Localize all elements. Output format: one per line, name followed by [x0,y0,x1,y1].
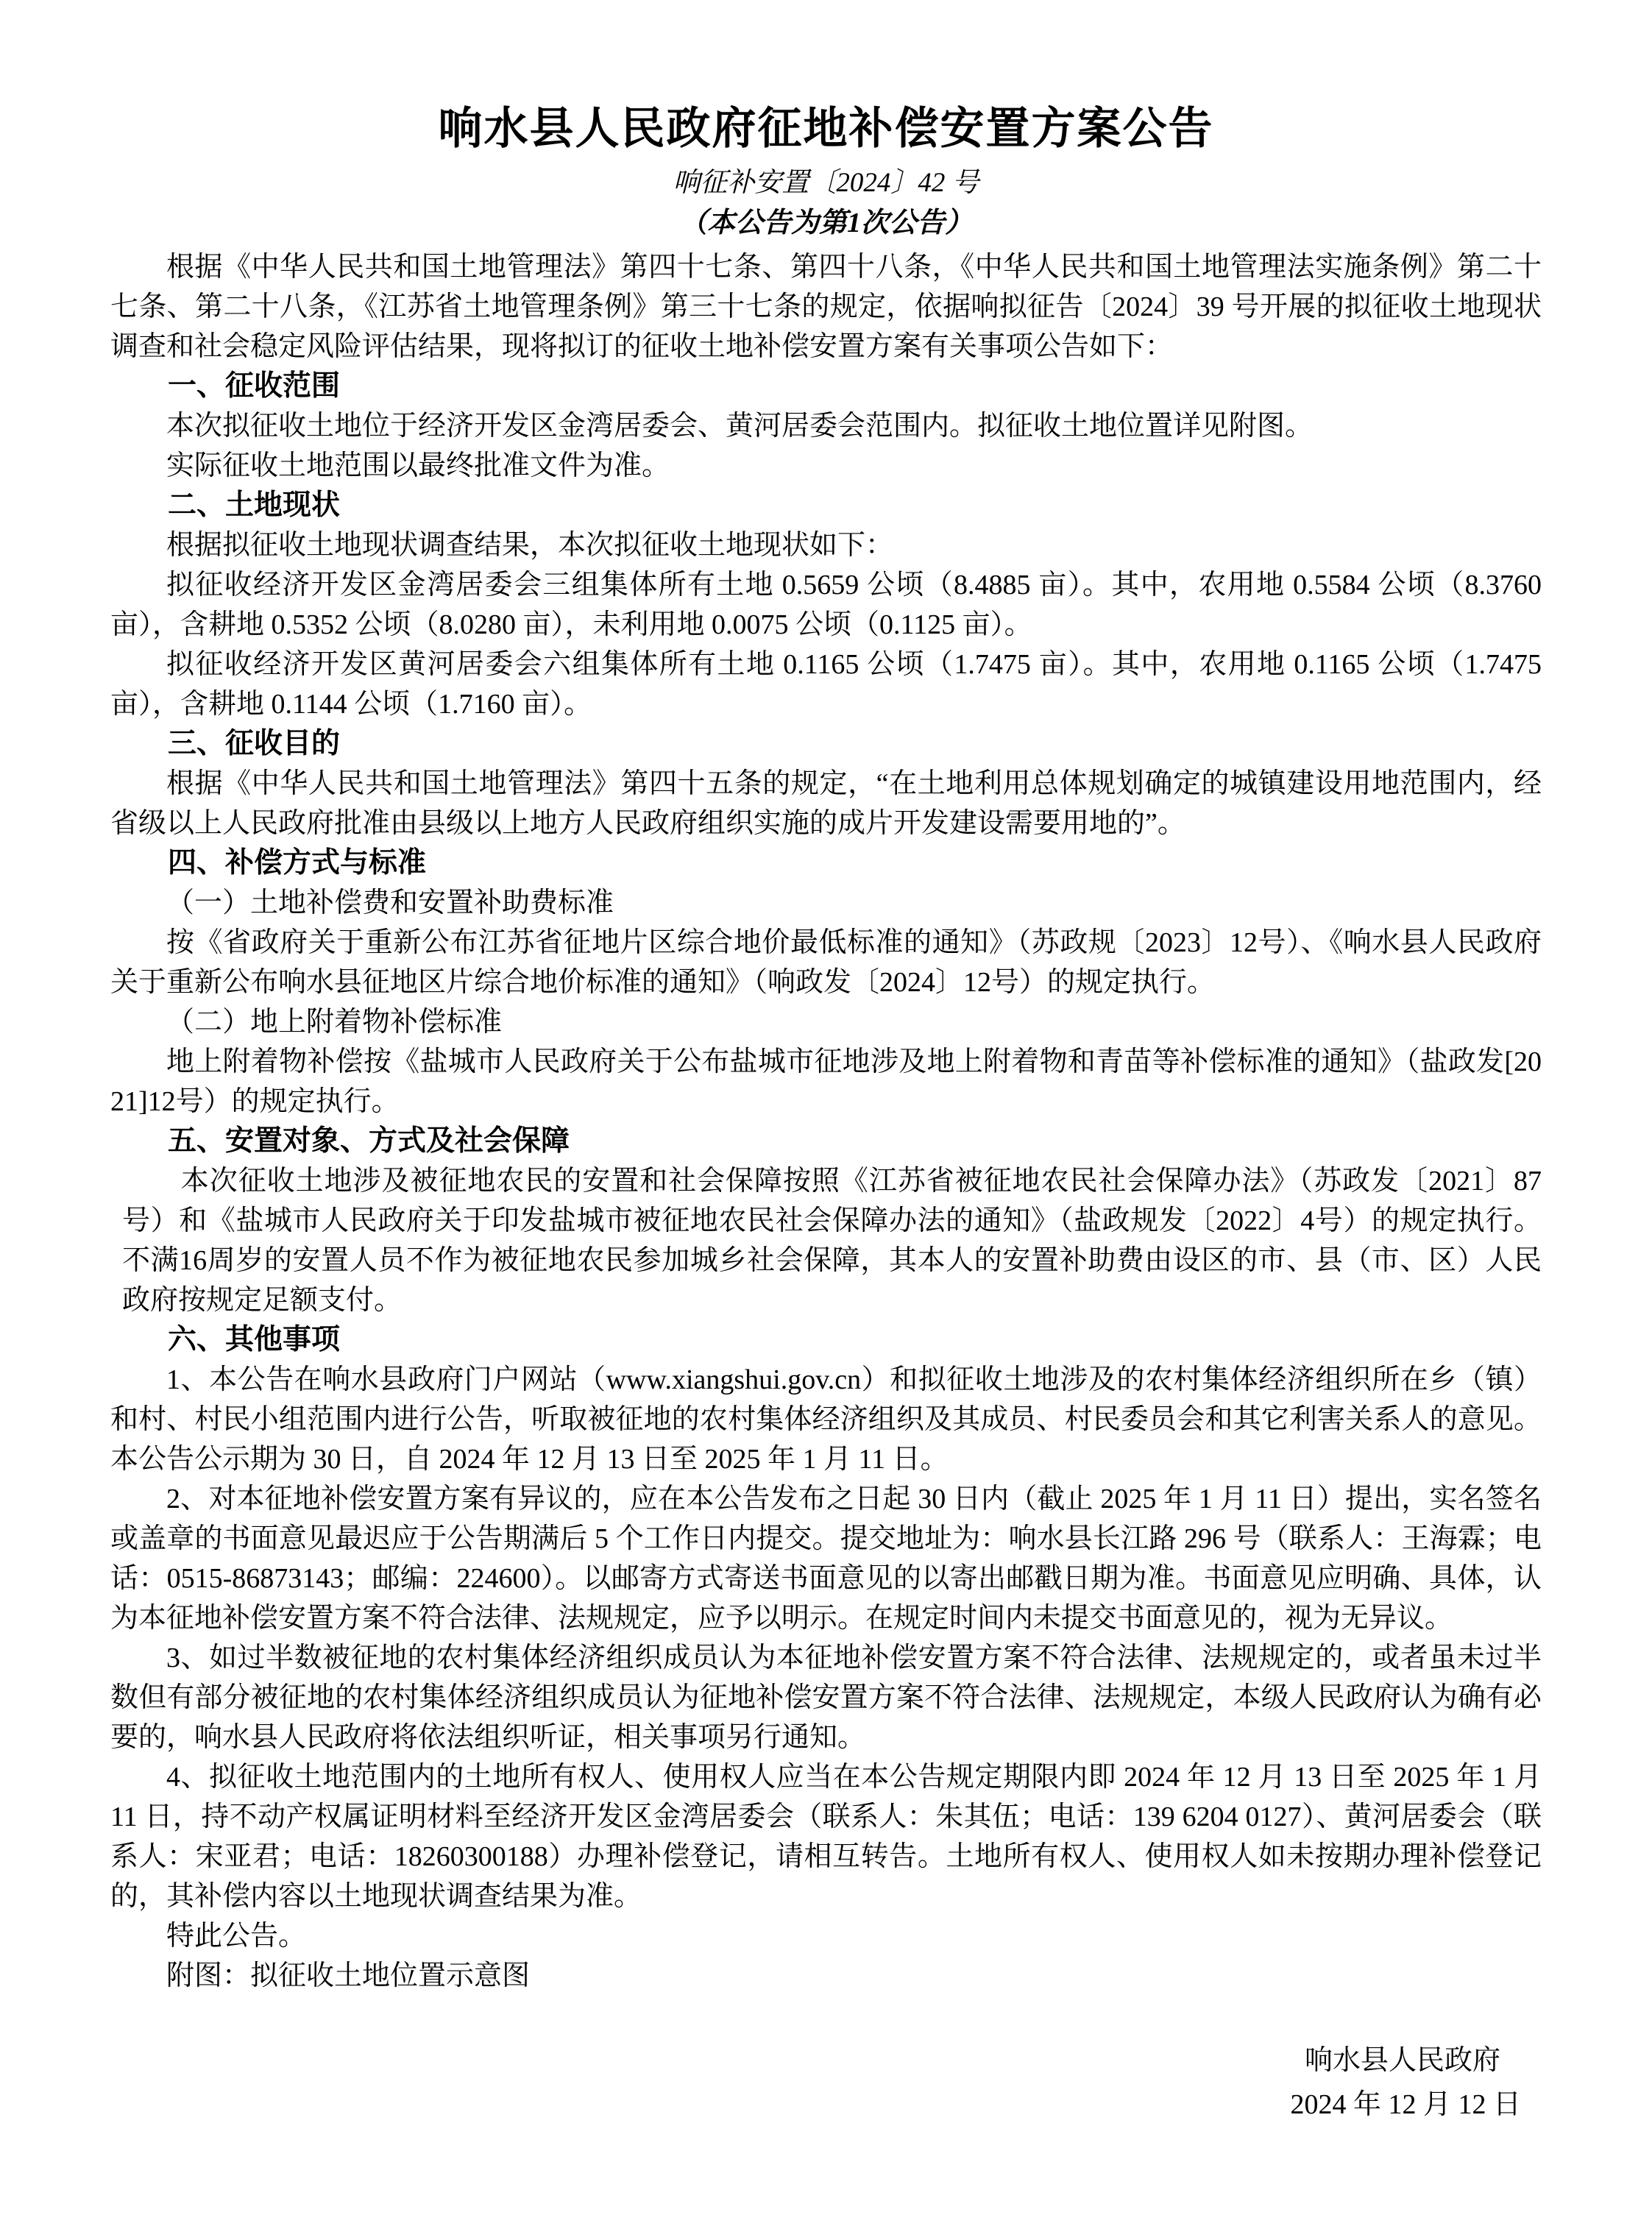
section-1-heading: 一、征收范围 [168,370,341,402]
section-4-paragraph-4: 地上附着物补偿按《盐城市人民政府关于公布盐城市征地涉及地上附着物和青苗等补偿标准的通知》（盐政发[2021]12号）的规定执行。 [110,1046,1542,1117]
closing-line: 特此公告。 [166,1921,307,1952]
section-1-paragraph-2: 实际征收土地范围以最终批准文件为准。 [166,450,670,481]
section-4-paragraph-2: 按《省政府关于重新公布江苏省征地片区综合地价最低标准的通知》（苏政规〔2023〕12号）、《响水县人民政府关于重新公布响水县征地区片综合地价标准的通知》（响政发〔2024〕12号）的规定执行。 [110,927,1542,998]
section-2-paragraph-3: 拟征收经济开发区黄河居委会六组集体所有土地 0.1165 公顷（1.7475 亩）。其中，农用地 0.1165 公顷（1.7475 亩），含耕地 0.1144 公顷（1.7160 亩）。 [110,649,1542,720]
section-6-paragraph-2: 2、对本征地补偿安置方案有异议的，应在本公告发布之日起 30 日内（截止 2025 年 1 月 11 日）提出，实名签名或盖章的书面意见最迟应于公告期满后 5 个工作日内提交。提交地址为：响水县长江路 296 号（联系人：王海霖；电话：0515-86873143；邮编：224600）。以邮寄方式寄送书面意见的以寄出邮戳日期为准。书面意见应明确、具体，认为本征地补偿安置方案不符合法律、法规规定，应予以明示。在规定时间内未提交书面意见的，视为无异议。 [110,1484,1542,1634]
announcement-sequence-note: （本公告为第1次公告） [678,208,973,238]
section-1-paragraph-1: 本次拟征收土地位于经济开发区金湾居委会、黄河居委会范围内。拟征收土地位置详见附图。 [166,411,1314,442]
section-4-paragraph-3: （二）地上附着物补偿标准 [166,1007,503,1038]
document-title: 响水县人民政府征地补偿安置方案公告 [438,104,1214,153]
document-number: 响征补安置〔2024〕42 号 [673,168,979,198]
intro-paragraph: 根据《中华人民共和国土地管理法》第四十七条、第四十八条，《中华人民共和国土地管理法实施条例》第二十七条、第二十八条，《江苏省土地管理条例》第三十七条的规定，依据响拟征告〔2024〕39 号开展的拟征收土地现状调查和社会稳定风险评估结果，现将拟订的征收土地补偿安置方案有关事项公告如下： [110,252,1542,362]
issuer-name: 响水县人民政府 [1304,2045,1500,2076]
section-5-paragraph-1: 本次征收土地涉及被征地农民的安置和社会保障按照《江苏省被征地农民社会保障办法》（苏政发〔2021〕87号）和《盐城市人民政府关于印发盐城市被征地农民社会保障办法的通知》（盐政规发〔2022〕4号）的规定执行。不满16周岁的安置人员不作为被征地农民参加城乡社会保障，其本人的安置补助费由设区的市、县（市、区）人民政府按规定足额支付。 [122,1166,1542,1316]
section-2-heading: 二、土地现状 [168,489,341,521]
section-2-paragraph-1: 根据拟征收土地现状调查结果，本次拟征收土地现状如下： [166,530,894,561]
signature-block [110,2038,1542,2127]
section-2-paragraph-2: 拟征收经济开发区金湾居委会三组集体所有土地 0.5659 公顷（8.4885 亩）。其中，农用地 0.5584 公顷（8.3760 亩），含耕地 0.5352 公顷（8.0280 亩），未利用地 0.0075 公顷（0.1125 亩）。 [110,570,1542,640]
section-6-paragraph-4: 4、拟征收土地范围内的土地所有权人、使用权人应当在本公告规定期限内即 2024 年 12 月 13 日至 2025 年 1 月 11 日，持不动产权属证明材料至经济开发区金湾居委会（联系人：朱其伍；电话：139 6204 0127）、黄河居委会（联系人：宋亚君；电话：18260300188）办理补偿登记，请相互转告。土地所有权人、使用权人如未按期办理补偿登记的，其补偿内容以土地现状调查结果为准。 [110,1762,1542,1912]
section-3-paragraph-1: 根据《中华人民共和国土地管理法》第四十五条的规定，“在土地利用总体规划确定的城镇建设用地范围内，经省级以上人民政府批准由县级以上地方人民政府组织实施的成片开发建设需要用地的”。 [110,768,1542,839]
section-6-heading: 六、其他事项 [168,1324,341,1356]
section-6-paragraph-3: 3、如过半数被征地的农村集体经济组织成员认为本征地补偿安置方案不符合法律、法规规定的，或者虽未过半数但有部分被征地的农村集体经济组织成员认为征地补偿安置方案不符合法律、法规规定，本级人民政府认为确有必要的，响水县人民政府将依法组织听证，相关事项另行通知。 [110,1642,1542,1753]
section-4-paragraph-1: （一）土地补偿费和安置补助费标准 [166,887,614,918]
section-3-heading: 三、征收目的 [168,728,341,759]
section-4-heading: 四、补偿方式与标准 [168,847,427,879]
section-5-heading: 五、安置对象、方式及社会保障 [168,1125,570,1157]
document-body [110,247,1542,2127]
attachment-note: 附图：拟征收土地位置示意图 [166,1960,531,1991]
section-6-paragraph-1: 1、本公告在响水县政府门户网站（www.xiangshui.gov.cn）和拟征收土地涉及的农村集体经济组织所在乡（镇）和村、村民小组范围内进行公告，听取被征地的农村集体经济组织及其成员、村民委员会和其它利害关系人的意见。本公告公示期为 30 日，自 2024 年 12 月 13 日至 2025 年 1 月 11 日。 [110,1364,1542,1475]
issue-date: 2024 年 12 月 12 日 [1290,2089,1521,2120]
